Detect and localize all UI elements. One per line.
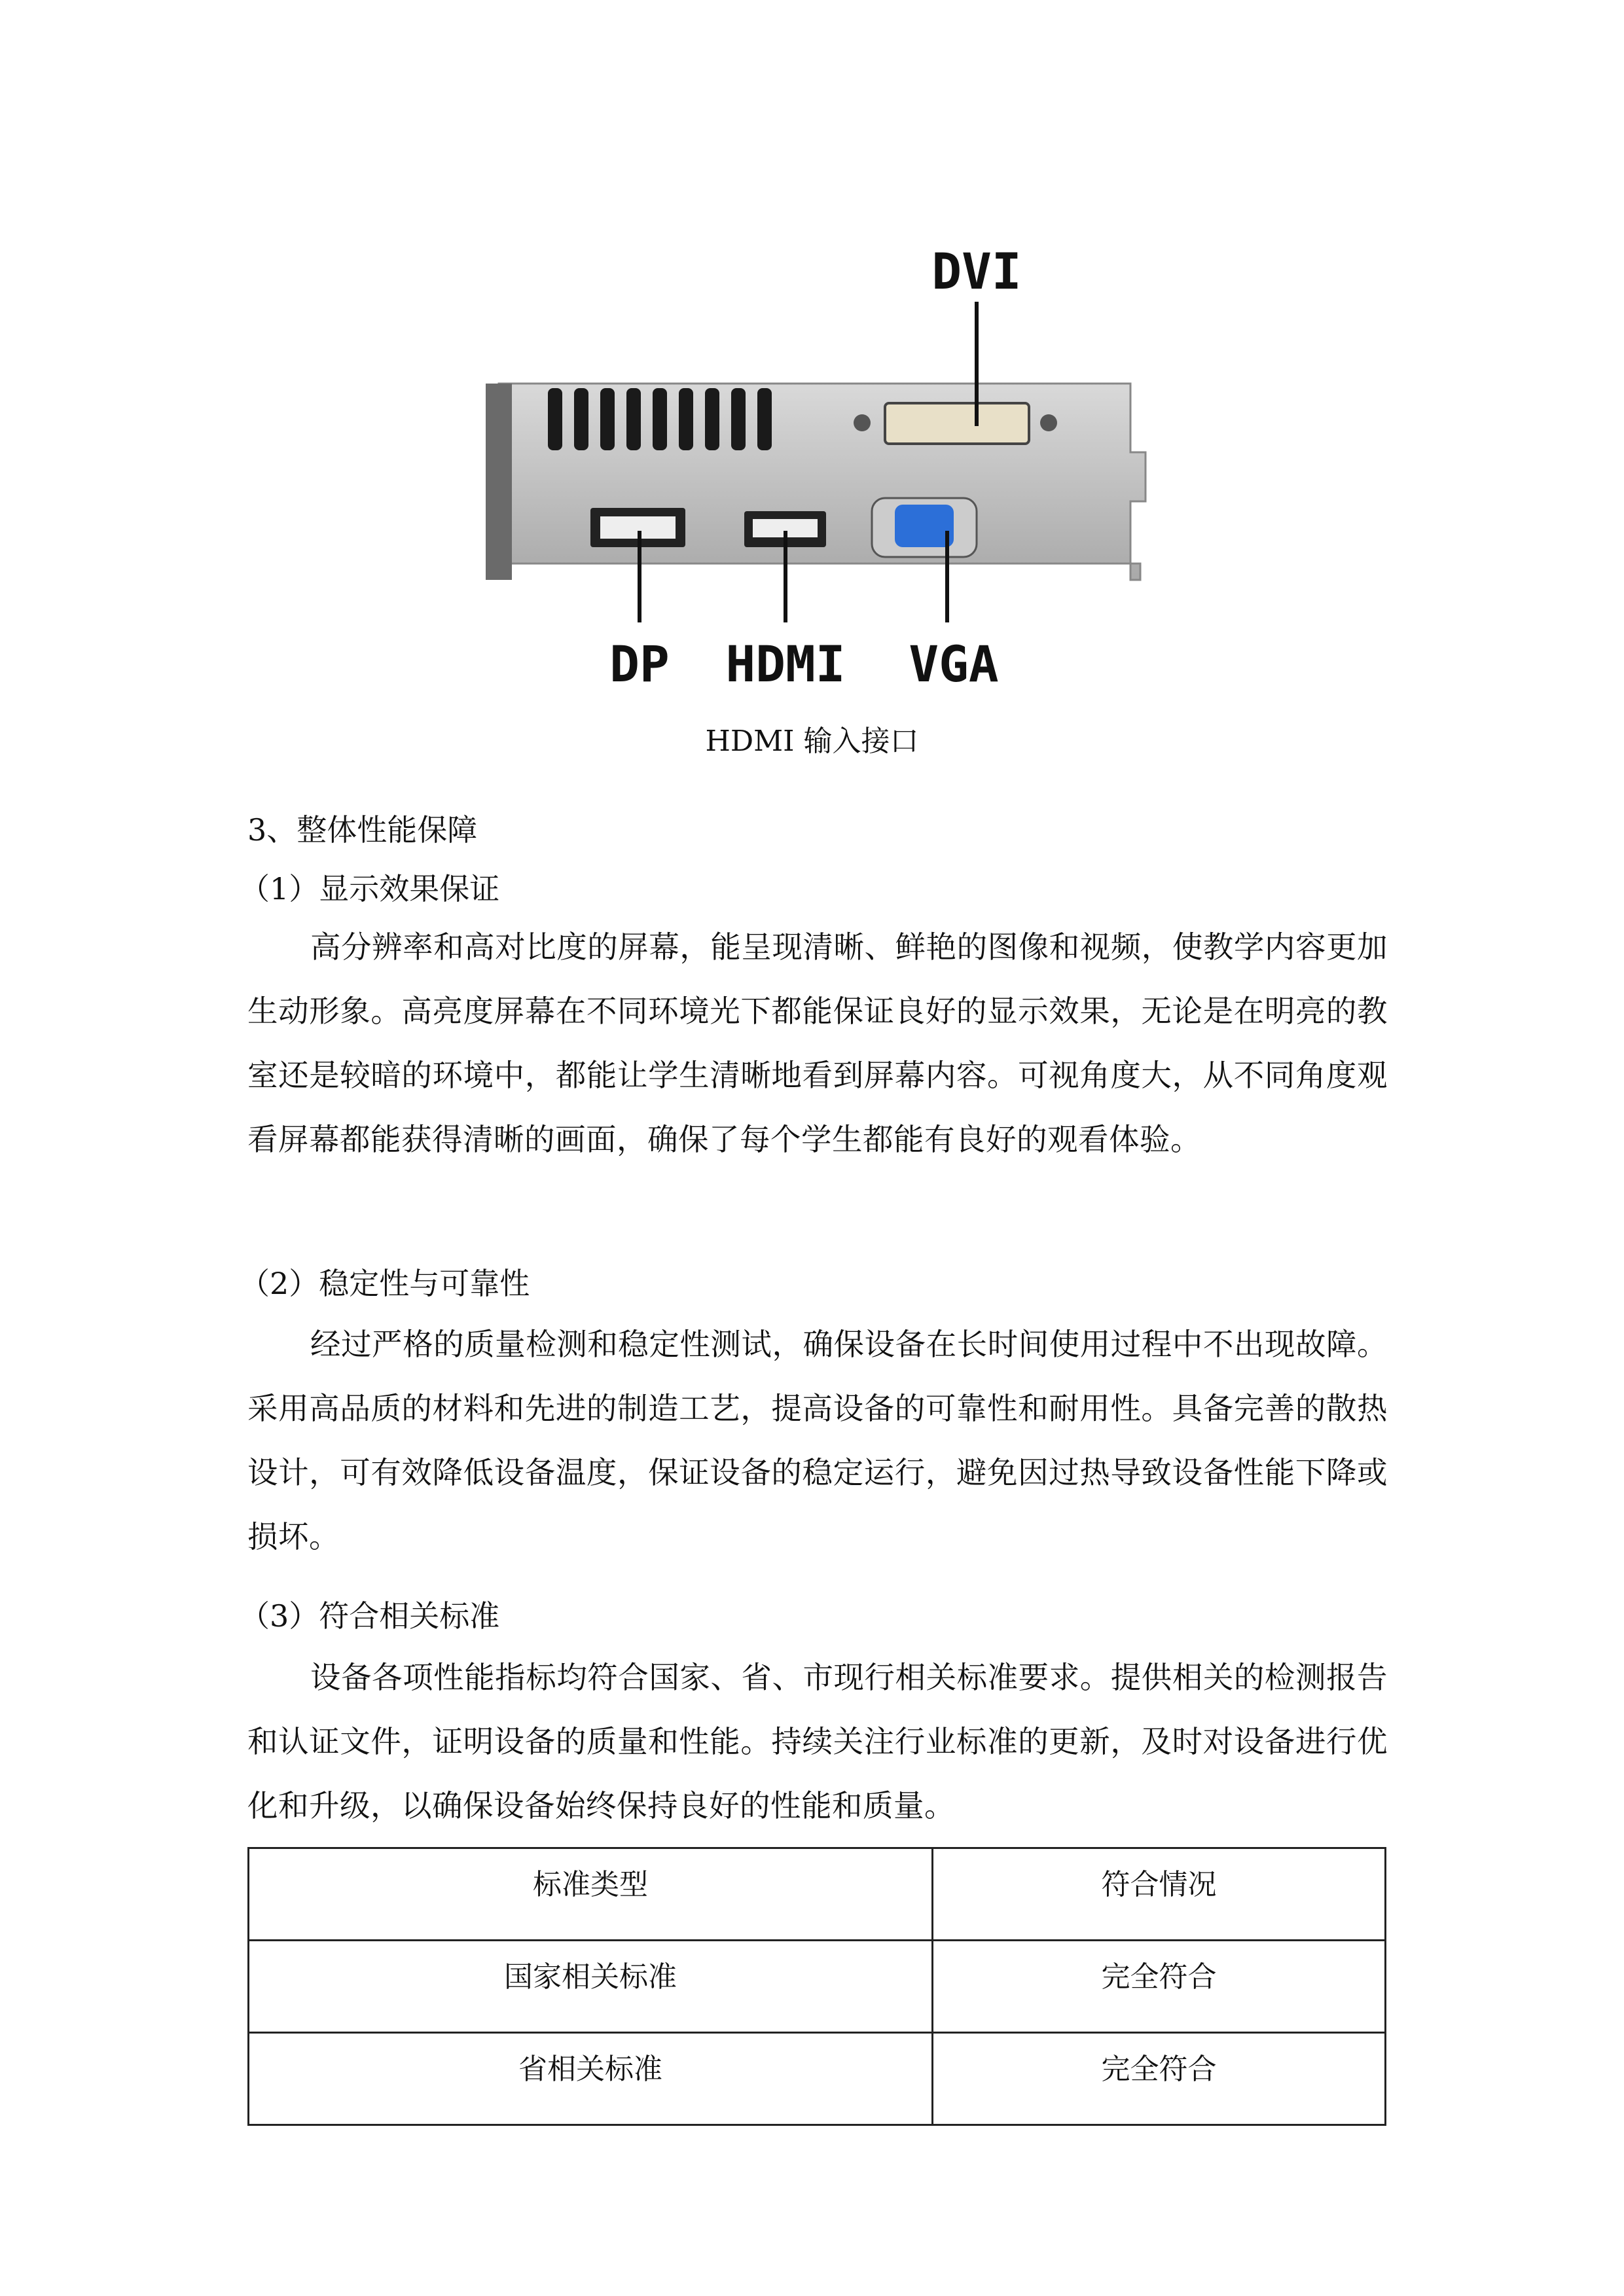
subsection-title: （2）稳定性与可靠性 (240, 1266, 530, 1301)
vent-slots (548, 388, 772, 450)
table-header-row (249, 1848, 1386, 1941)
figure-caption: HDMI 输入接口 (705, 725, 919, 758)
label-hdmi: HDMI (725, 635, 846, 693)
section-heading: 3、整体性能保障 (247, 812, 478, 848)
vga-port (872, 498, 977, 557)
label-dp: DP (609, 635, 670, 693)
dvi-port (854, 403, 1057, 444)
column-header: 标准类型 (249, 1848, 933, 1941)
subsection-title: （3）符合相关标准 (240, 1598, 500, 1634)
paragraph: 经过严格的质量检测和稳定性测试，确保设备在长时间使用过程中不出现故障。采用高品质的材料和先进的制造工艺，提高设备的可靠性和耐用性。具备完善的散热设计，可有效降低设备温度，保证设备的稳定运行，避免因过热导致设备性能下降或损坏。 (247, 1327, 1388, 1554)
paragraph: 设备各项性能指标均符合国家、省、市现行相关标准要求。提供相关的检测报告和认证文件，证明设备的质量和性能。持续关注行业标准的更新，及时对设备进行优化和升级，以确保设备始终保持良好的性能和质量。 (247, 1660, 1388, 1823)
table-row (249, 2033, 1386, 2125)
table-cell: 完全符合 (933, 1941, 1386, 2033)
paragraph: 高分辨率和高对比度的屏幕，能呈现清晰、鲜艳的图像和视频，使教学内容更加生动形象。高亮度屏幕在不同环境光下都能保证良好的显示效果，无论是在明亮的教室还是较暗的环境中，都能让学生清晰地看到屏幕内容。可视角度大，从不同角度观看屏幕都能获得清晰的画面，确保了每个学生都能有良好的观看体验。 (247, 929, 1388, 1157)
table-row (249, 1941, 1386, 2033)
standards-table (247, 1847, 1386, 2126)
table-cell: 省相关标准 (249, 2033, 933, 2125)
subsection-title: （1）显示效果保证 (240, 871, 500, 906)
bracket-edge (486, 384, 512, 580)
table-cell: 完全符合 (933, 2033, 1386, 2125)
column-header: 符合情况 (933, 1848, 1386, 1941)
graphics-card-io-figure (486, 243, 1160, 694)
table-cell: 国家相关标准 (249, 1941, 933, 2033)
io-bracket-illustration (486, 243, 1160, 694)
label-vga: VGA (909, 635, 999, 693)
label-dvi: DVI (931, 243, 1022, 300)
